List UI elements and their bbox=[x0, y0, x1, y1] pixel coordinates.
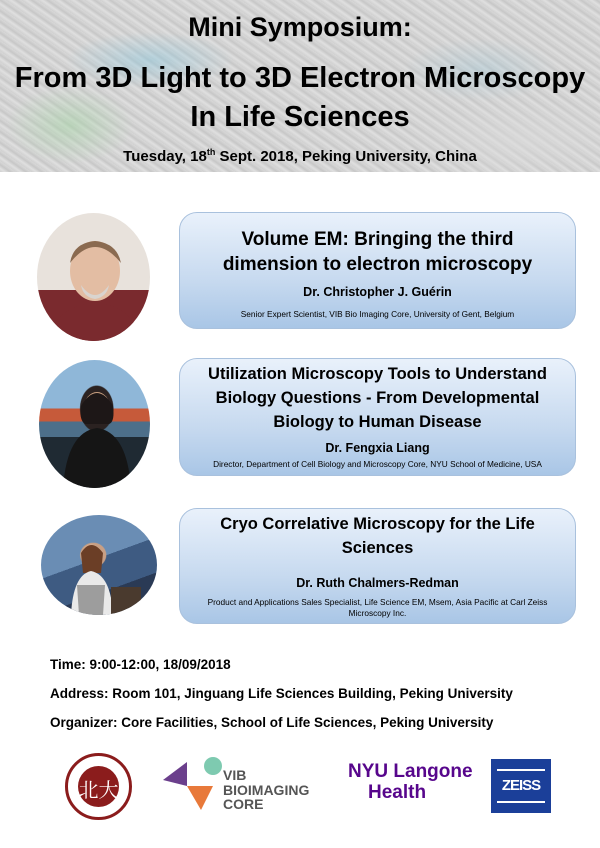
speaker-affiliation: Product and Applications Sales Specialist, Life Science EM, Msem, Asia Pacific at Carl Zeiss Microscopy Inc. bbox=[207, 597, 548, 618]
speaker-name: Dr. Fengxia Liang bbox=[325, 441, 430, 455]
speaker-affiliation: Director, Department of Cell Biology and Microscopy Core, NYU School of Medicine, USA bbox=[213, 459, 542, 469]
speaker-name: Dr. Christopher J. Guérin bbox=[303, 285, 452, 299]
zeiss-wordmark: ZEISS bbox=[501, 777, 541, 794]
event-type-title: Mini Symposium: bbox=[188, 12, 412, 42]
talk-card bbox=[179, 358, 576, 476]
event-time: Time: 9:00-12:00, 18/09/2018 bbox=[50, 657, 231, 672]
talk-title: Utilization Microscopy Tools to Understand Biology Questions - From Developmental Biology to Human Disease bbox=[208, 365, 547, 431]
date-prefix: Tuesday, 18 bbox=[123, 148, 207, 165]
vib-mark-icon bbox=[163, 756, 223, 818]
event-organizer: Organizer: Core Facilities, School of Life Sciences, Peking University bbox=[50, 715, 494, 730]
speaker-affiliation: Senior Expert Scientist, VIB Bio Imaging Core, University of Gent, Belgium bbox=[240, 309, 515, 319]
date-rest: Sept. 2018, Peking University, China bbox=[215, 148, 477, 165]
vib-bioimaging-core-logo bbox=[163, 756, 323, 818]
date-suffix-ordinal: th bbox=[206, 147, 216, 157]
talk-title: Cryo Correlative Microscopy for the Life Sciences bbox=[220, 515, 535, 557]
event-title-line2: In Life Sciences bbox=[190, 101, 410, 133]
vib-line1: VIB bbox=[223, 767, 247, 783]
zeiss-logo bbox=[491, 759, 551, 813]
vib-line2: BIOIMAGING bbox=[223, 781, 310, 798]
vib-line3: CORE bbox=[223, 796, 264, 812]
speaker-silhouette bbox=[37, 213, 150, 341]
nyu-line2: Health bbox=[368, 782, 427, 803]
talk-card bbox=[179, 508, 576, 624]
zeiss-bottom-bar bbox=[497, 801, 545, 803]
speaker-silhouette bbox=[39, 360, 150, 488]
peking-university-logo bbox=[65, 753, 132, 820]
nyu-langone-health-logo bbox=[348, 761, 473, 811]
pku-emblem bbox=[78, 766, 119, 807]
talk-title: Volume EM: Bringing the third dimension to electron microscopy bbox=[222, 229, 533, 275]
talk-card bbox=[179, 212, 576, 329]
speaker-photo-liang bbox=[39, 360, 150, 488]
nyu-line1: NYU Langone bbox=[348, 761, 473, 782]
vib-wordmark bbox=[223, 768, 309, 812]
speaker-name: Dr. Ruth Chalmers-Redman bbox=[296, 576, 459, 590]
header-banner bbox=[0, 0, 600, 172]
event-address: Address: Room 101, Jinguang Life Sciences Building, Peking University bbox=[50, 686, 513, 701]
speaker-photo-chalmers-redman bbox=[41, 515, 157, 615]
zeiss-top-bar bbox=[497, 769, 545, 771]
speaker-photo-guerin bbox=[37, 213, 150, 341]
event-date bbox=[0, 147, 600, 165]
event-title-line1: From 3D Light to 3D Electron Microscopy bbox=[14, 62, 586, 94]
pku-glyph: 北大 bbox=[78, 778, 119, 802]
speaker-silhouette bbox=[41, 515, 157, 615]
